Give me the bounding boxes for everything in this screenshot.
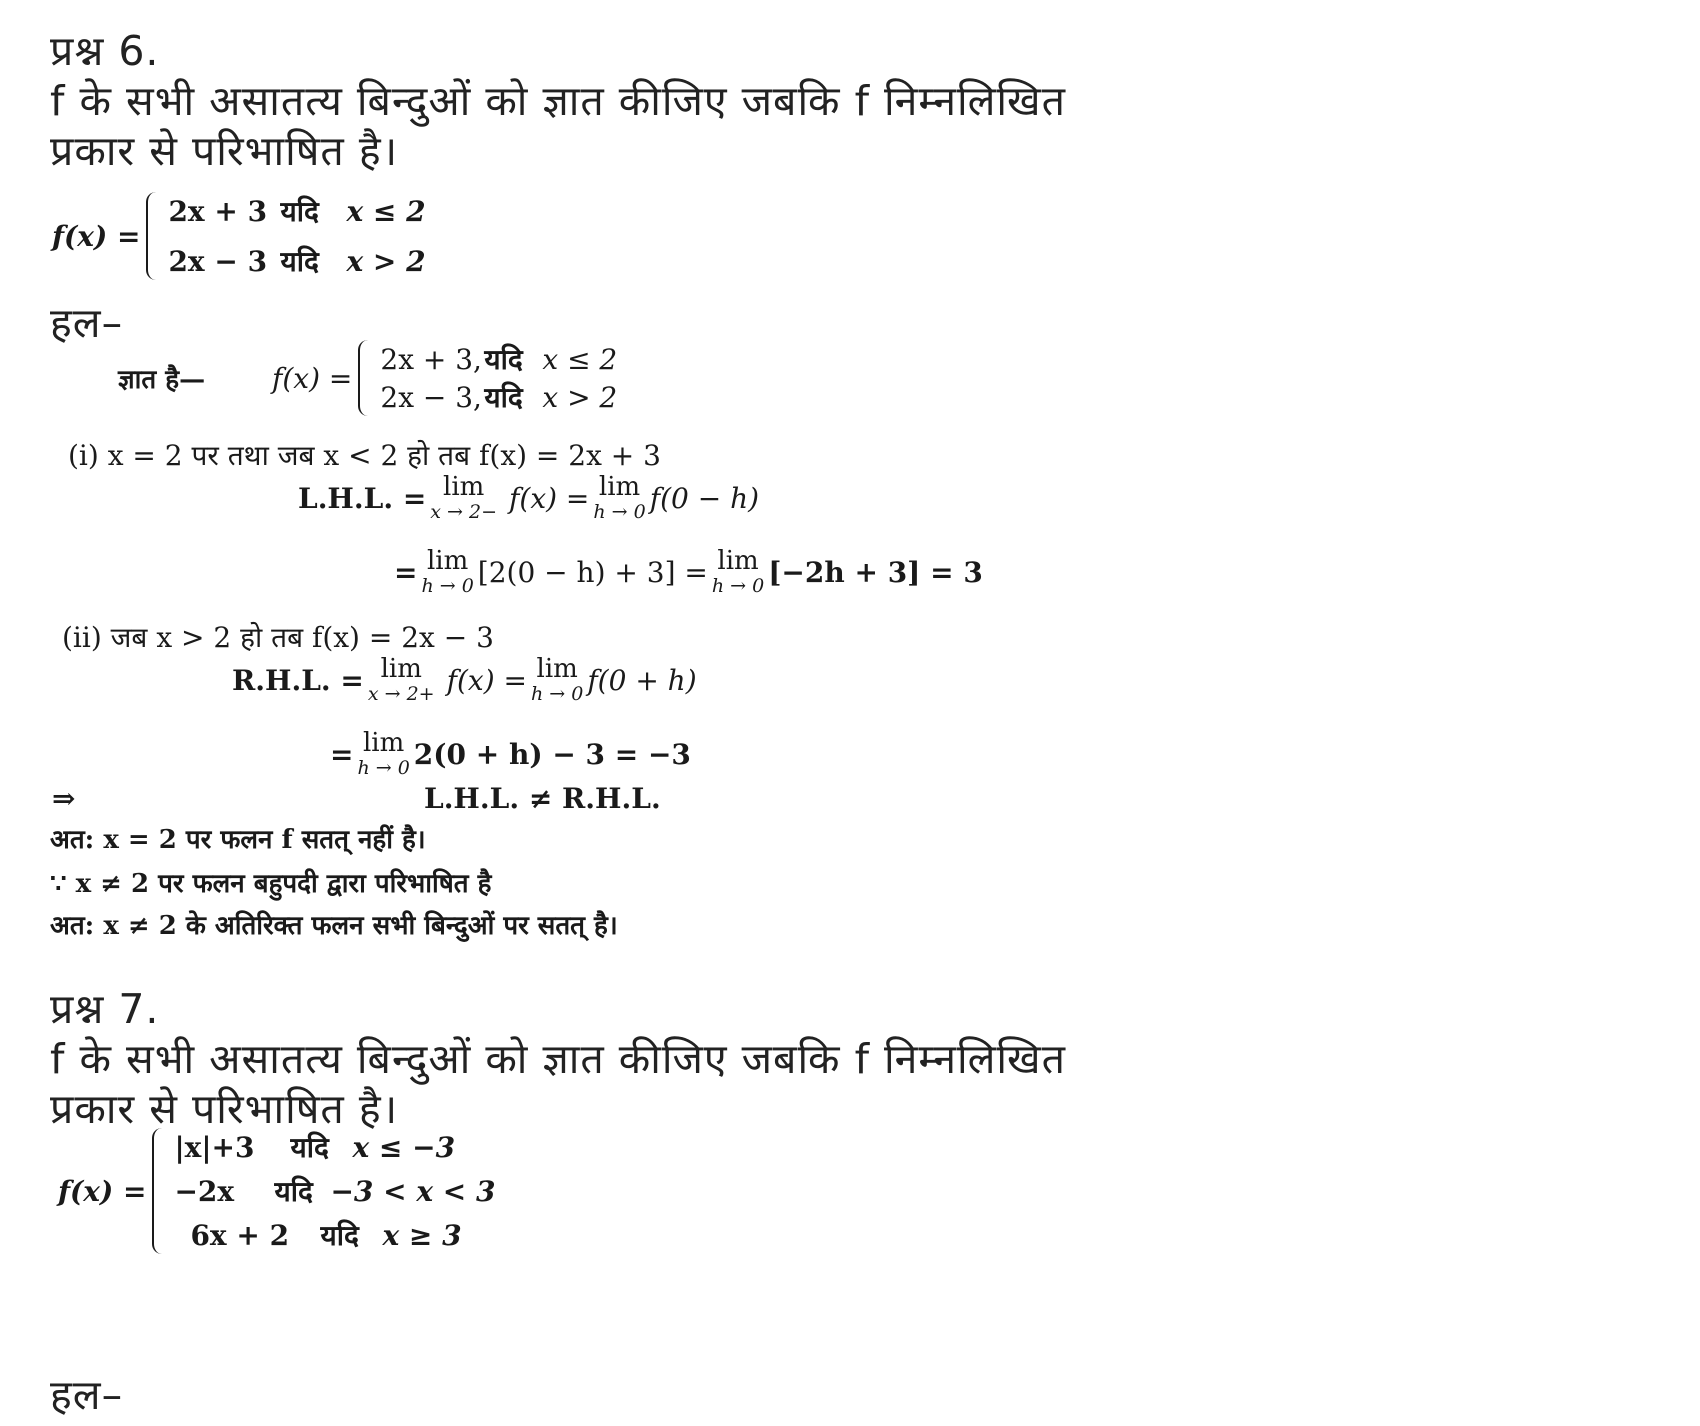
lim-subscript: h → 0 <box>593 501 646 523</box>
sol6-rhl-limit-2 <box>531 656 583 704</box>
q6-piecewise-function <box>52 192 426 280</box>
q7-case-1-expr: |x|+3 <box>174 1131 255 1164</box>
lim-subscript: x → 2− <box>430 501 498 523</box>
sol6-rhl-end: f(0 + h) <box>587 663 697 697</box>
sol6-rhl-mid: f(x) = <box>446 663 527 697</box>
q6-case-1-expr: 2x + 3 <box>168 195 268 228</box>
sol6-rhl-line1 <box>232 656 697 704</box>
q7-case-1-word: यदि <box>290 1131 329 1164</box>
q6-statement-line1: f के सभी असातत्य बिन्दुओं को ज्ञात कीजिए जबकि f निम्नलिखित <box>50 77 1066 125</box>
sol6-case-2-word: यदि <box>484 381 523 414</box>
lim-word: lim <box>362 728 405 758</box>
lim-subscript: h → 0 <box>711 575 765 597</box>
q7-case-2-cond: −3 < x < 3 <box>330 1175 496 1208</box>
sol6-rhl-label: R.H.L. = <box>232 663 364 697</box>
lim-word: lim <box>598 472 641 502</box>
q7-case-2 <box>174 1172 495 1210</box>
sol6-brace <box>358 340 372 416</box>
lim-subscript: h → 0 <box>421 575 474 597</box>
lim-subscript: x → 2+ <box>367 683 435 705</box>
sol6-lhl-limit-2 <box>593 474 645 522</box>
q6-heading: प्रश्न 6. <box>50 27 160 75</box>
q7-heading: प्रश्न 7. <box>50 985 160 1033</box>
sol6-lhl-step-a: [2(0 − h) + 3] = <box>477 555 708 589</box>
sol6-case-1-expr: 2x + 3, <box>380 343 482 376</box>
q6-fx-label: f(x) = <box>52 219 141 253</box>
sol6-rhl-limit-1 <box>368 656 435 704</box>
sol6-rhl-line2 <box>330 730 691 778</box>
q7-case-3-word: यदि <box>320 1219 359 1252</box>
sol6-lhl-limit-4 <box>712 548 764 596</box>
sol6-lhl-step-b: [−2h + 3] = 3 <box>768 555 983 589</box>
sol6-case-1-cond: x ≤ 2 <box>542 343 618 376</box>
sol6-lhl-label: L.H.L. = <box>298 481 427 515</box>
q7-statement-line1: f के सभी असातत्य बिन्दुओं को ज्ञात कीजिए जबकि f निम्नलिखित <box>50 1035 1066 1083</box>
q6-case-1 <box>168 192 425 230</box>
sol6-given-function <box>272 340 617 416</box>
q7-piecewise-function <box>58 1128 496 1254</box>
sol6-rhl-step: 2(0 + h) − 3 = −3 <box>413 737 691 771</box>
lim-word: lim <box>426 546 469 576</box>
q7-case-2-expr: −2x <box>174 1175 235 1208</box>
sol6-conclusion-3: अत: x ≠ 2 के अतिरिक्त फलन सभी बिन्दुओं पर सतत् है। <box>50 911 618 941</box>
q6-statement-line2: प्रकार से परिभाषित है। <box>50 127 399 175</box>
sol6-lhl-eq: = <box>394 555 418 589</box>
sol6-case-2-expr: 2x − 3, <box>380 381 482 414</box>
q7-statement-line2: प्रकार से परिभाषित है। <box>50 1085 399 1133</box>
q7-case-3-expr: 6x + 2 <box>190 1219 290 1252</box>
q7-case-2-word: यदि <box>274 1175 313 1208</box>
lim-subscript: h → 0 <box>530 683 584 705</box>
sol6-part-ii: (ii) जब x > 2 हो तब f(x) = 2x − 3 <box>62 621 494 654</box>
lim-word: lim <box>717 546 759 576</box>
implies-symbol: ⇒ <box>52 782 76 815</box>
lim-word: lim <box>380 654 422 684</box>
q7-fx-label: f(x) = <box>58 1174 147 1208</box>
q6-case-2-word: यदि <box>280 245 319 278</box>
sol6-case-1 <box>380 340 617 378</box>
sol6-lhl-end: f(0 − h) <box>649 481 760 515</box>
sol6-rhl-limit-3 <box>357 730 409 778</box>
q7-case-1-cond: x ≤ −3 <box>352 1131 456 1164</box>
lim-word: lim <box>536 654 578 684</box>
q7-brace <box>152 1128 166 1254</box>
sol6-lhl-limit-3 <box>421 548 473 596</box>
sol6-part-i: (i) x = 2 पर तथा जब x < 2 हो तब f(x) = 2x + 3 <box>68 439 661 472</box>
q6-case-2 <box>168 242 425 280</box>
sol6-conclusion-2: ∵ x ≠ 2 पर फलन बहुपदी द्वारा परिभाषित है <box>50 869 492 899</box>
sol6-lhl-limit-1 <box>430 474 497 522</box>
sol6-hal: हल– <box>50 299 124 347</box>
q7-case-3 <box>174 1216 495 1254</box>
q6-brace <box>146 192 160 280</box>
q7-case-3-cond: x ≥ 3 <box>382 1219 462 1252</box>
sol6-given-label: ज्ञात है— <box>118 365 206 395</box>
q6-case-2-cond: x > 2 <box>346 245 426 278</box>
q7-hal: हल– <box>50 1371 124 1419</box>
sol6-case-2 <box>380 378 617 416</box>
q6-case-1-cond: x ≤ 2 <box>346 195 426 228</box>
sol6-fx-label: f(x) = <box>272 361 353 395</box>
sol6-case-1-word: यदि <box>484 343 523 376</box>
q6-case-2-expr: 2x − 3 <box>168 245 268 278</box>
sol6-lhl-neq-rhl: L.H.L. ≠ R.H.L. <box>424 782 661 815</box>
q6-case-1-word: यदि <box>280 195 319 228</box>
sol6-case-2-cond: x > 2 <box>542 381 618 414</box>
lim-word: lim <box>443 472 485 502</box>
lim-subscript: h → 0 <box>357 757 410 779</box>
sol6-conclusion-1: अत: x = 2 पर फलन f सतत् नहीं है। <box>50 825 426 855</box>
sol6-lhl-mid: f(x) = <box>509 481 590 515</box>
sol6-lhl-line2 <box>394 548 983 596</box>
q7-case-1 <box>174 1128 495 1166</box>
sol6-rhl-eq: = <box>330 737 354 771</box>
sol6-lhl-line1 <box>298 474 759 522</box>
